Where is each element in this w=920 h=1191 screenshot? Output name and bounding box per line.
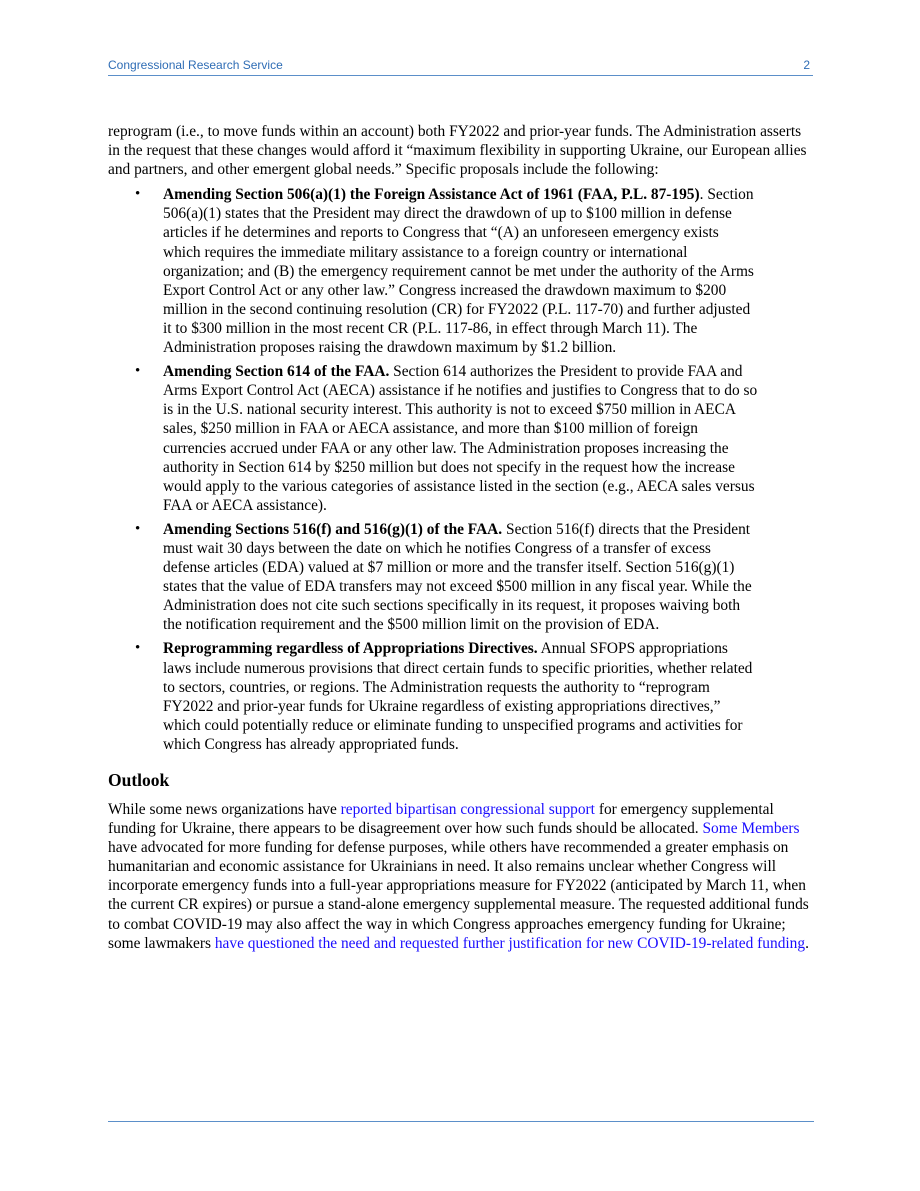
bullet-icon: •	[135, 363, 141, 380]
some-members-link[interactable]: Some Members	[702, 820, 800, 838]
bullet-icon: •	[135, 640, 141, 657]
bullet-title-punct: .	[699, 186, 704, 204]
document-body	[108, 122, 814, 953]
outlook-heading: Outlook	[108, 770, 170, 790]
bullet-text: Annual SFOPS appropriations laws include numerous provisions that direct certain funds to specific priorities, whether related to sectors, countries, or regions. The Administration requests the authority to “reprogram FY2022 and prior-year funds for Ukraine regardless of existing appropriations directives,” which could potentially reduce or eliminate funding to unspecified programs and activities for which Congress has already appropriated funds.	[163, 640, 753, 753]
bullet-title: Amending Section 614 of the FAA.	[163, 363, 390, 381]
bullet-title: Amending Section 506(a)(1) the Foreign Assistance Act of 1961 (FAA, P.L. 87-195)	[163, 186, 700, 204]
bipartisan-support-link[interactable]: reported bipartisan congressional support	[340, 801, 595, 818]
bullet-text: Section 516(f) directs that the President must wait 30 days between the date on which he notifies Congress of a transfer of excess defense articles (EDA) valued at $7 million or more and the transfer itself. Section 516(g)(1) states that the value of EDA transfers may not exceed $500 million in any fiscal year. While the Administration does not cite such sections specifically in its request, it proposes waiving both the notification requirement and the $500 million limit on the provision of EDA.	[163, 520, 752, 634]
list-item	[108, 520, 758, 635]
intro-paragraph: reprogram (i.e., to move funds within an account) both FY2022 and prior-year funds. The Administration asserts in the request that these changes would afford it “maximum flexibility in supporting Ukraine, our European allies and partners, and other emergent global needs.” Specific proposals include the following:	[108, 123, 807, 179]
list-item	[108, 639, 758, 754]
header-org-name: Congressional Research Service	[108, 58, 283, 72]
outlook-text-1: While some news organizations have	[108, 801, 341, 818]
page-header	[108, 58, 813, 76]
bullet-text: Section 506(a)(1) states that the President may direct the drawdown of up to $100 million in defense articles if he determines and reports to Congress that “(A) an unforeseen emergency exists which requires the immediate military assistance to a foreign country or international organization; and (B) the emergency requirement cannot be met under the authority of the Arms Export Control Act or any other law.” Congress increased the drawdown maximum to $200 million in the second continuing resolution (CR) for FY2022 (P.L. 117-70) and further adjusted it to $300 million in the most recent CR (P.L. 117-86, in effect through March 11). The Administration proposes raising the drawdown maximum by $1.2 billion.	[163, 186, 754, 357]
outlook-text-2: for emergency supplemental funding for Ukraine, there appears to be disagreement over how such funds should be allocated.	[108, 801, 774, 838]
bullet-icon: •	[135, 520, 141, 537]
bullet-text: Section 614 authorizes the President to provide FAA and Arms Export Control Act (AECA) assistance if he notifies and justifies to Congress that to do so is in the U.S. national security interest. This authority is not to exceed $750 million in AECA sales, $250 million in FAA or AECA assistance, and more than $100 million of foreign currencies accrued under FAA or any other law. The Administration proposes increasing the authority in Section 614 by $250 million but does not specify in the request how the increase would apply to the various categories of assistance listed in the section (e.g., AECA sales versus FAA or AECA assistance).	[163, 363, 758, 514]
bullet-title: Amending Sections 516(f) and 516(g)(1) of the FAA.	[163, 520, 503, 538]
bullet-icon: •	[135, 186, 141, 203]
covid-funding-link[interactable]: have questioned the need and requested further justification for new COVID-19-related funding	[214, 934, 806, 952]
outlook-paragraph	[108, 800, 814, 953]
bullet-title: Reprogramming regardless of Appropriations Directives.	[163, 640, 538, 658]
proposals-list	[108, 185, 814, 754]
outlook-text-3: have advocated for more funding for defense purposes, while others have recommended a greater emphasis on humanitarian and economic assistance for Ukrainians in need. It also remains unclear whether Congress will incorporate emergency funds into a full-year appropriations measure for FY2022 (anticipated by March 11, when the current CR expires) or pursue a stand-alone emergency supplemental measure. The requested additional funds to combat COVID-19 may also affect the way in which Congress approaches emergency funding for Ukraine; some lawmakers	[108, 839, 809, 952]
list-item	[108, 362, 758, 515]
outlook-text-4: .	[805, 934, 809, 952]
list-item	[108, 185, 758, 357]
footer-rule	[108, 1121, 814, 1122]
page-number: 2	[803, 58, 810, 72]
